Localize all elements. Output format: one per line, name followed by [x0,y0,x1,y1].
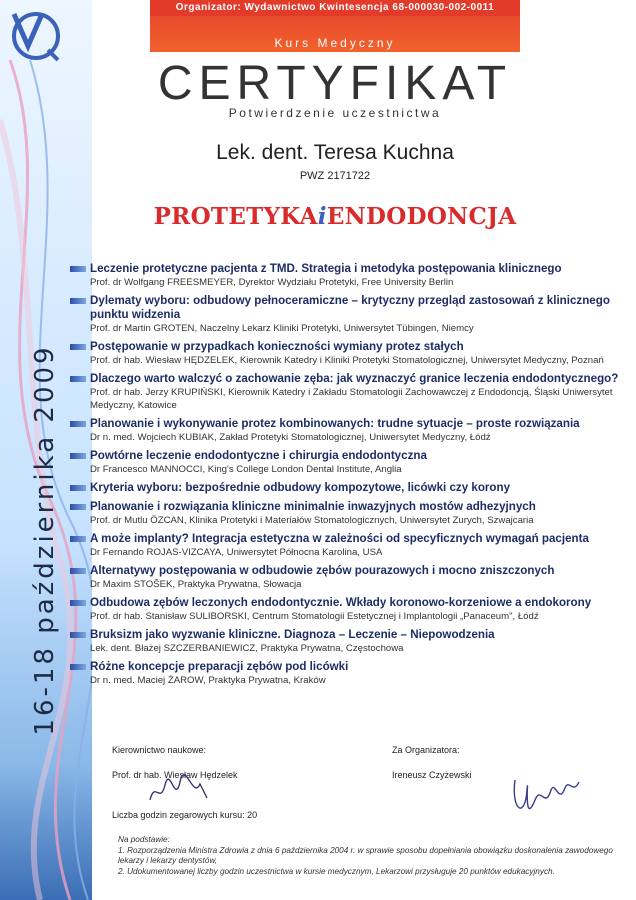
topic-title: Alternatywy postępowania w odbudowie zębów pourazowych i mocno zniszczonych [90,564,555,577]
bullet-icon [70,632,86,638]
recipient-pwz: PWZ 2171722 [299,170,371,182]
list-item [70,481,630,495]
topic-speaker: Prof. dr hab. Stanisław SULIBORSKI, Centrum Stomatologii Estetycznej i Implantologii „Panaceum", Łódź [90,611,539,622]
organizer-bar: Organizator: Wydawnictwo Kwintesencja 68-000030-002-0011 [150,0,520,16]
list-item [70,596,630,623]
bullet-icon [70,600,86,606]
bullet-icon [70,453,86,459]
signature-scientific [145,770,215,810]
list-item [70,500,630,527]
recipient-name: Lek. dent. Teresa Kuchna [216,141,454,164]
bullet-icon [70,344,86,350]
vq-logo [4,6,64,66]
bullet-icon [70,536,86,542]
bullet-icon [70,376,86,382]
organizer-label: Za Organizatora: [392,745,460,755]
list-item [70,532,630,559]
footnote [118,835,618,877]
footnote-1: 1. Rozporządzenia Ministra Zdrowia z dnia 6 października 2004 r. w sprawie sposobu dopełniania obowiązku doskonalenia zawodowego lekarzy i lekarzy dentystów, [118,845,613,865]
certificate-subtitle: Potwierdzenie uczestnictwa [228,106,442,120]
event-date-vertical: 16-18 października 2009 [30,344,60,736]
topic-speaker: Prof. dr Martin GROTEN, Naczelny Lekarz Kliniki Protetyki, Uniwersytet Tübingen, Niemcy [90,323,474,334]
topic-speaker: Dr Fernando ROJAS-VIZCAYA, Uniwersytet Północna Karolina, USA [90,547,383,558]
bullet-icon [70,298,86,304]
topic-speaker: Dr n. med. Wojciech KUBIAK, Zakład Protetyki Stomatologicznej, Uniwersytet Medyczny, Łódź [90,432,491,443]
topic-speaker: Prof. dr Wolfgang FREESMEYER, Dyrektor Wydziału Protetyki, Free University Berlin [90,277,454,288]
bullet-icon [70,504,86,510]
scientific-name: Prof. dr hab. Wiesław Hędzelek [112,770,238,780]
scientific-label: Kierownictwo naukowe: [112,745,207,755]
course-name [150,203,520,230]
topic-title: Dlaczego warto walczyć o zachowanie zęba: jak wyznaczyć granice leczenia endodontycznego? [90,372,619,385]
list-item [70,372,630,412]
list-item [70,660,630,687]
course-name-connector: i [317,203,327,230]
course-hours: Liczba godzin zegarowych kursu: 20 [112,810,258,820]
topic-title: Planowanie i rozwiązania kliniczne minimalnie inwazyjnych mostów adhezyjnych [90,500,536,513]
list-item [70,417,630,444]
topic-speaker: Prof. dr Mutlu ÖZCAN, Klinika Protetyki i Materiałów Stomatologicznych, Uniwersytet Zurych, Szwajcaria [90,515,534,526]
topic-title: Leczenie protetyczne pacjenta z TMD. Strategia i metodyka postępowania klinicznego [90,262,562,275]
list-item [70,449,630,476]
list-item [70,340,630,367]
course-name-part2: ENDODONCJA [326,203,517,230]
bullet-icon [70,485,86,491]
bullet-icon [70,266,86,272]
topic-speaker: Dr n. med. Maciej ŻAROW, Praktyka Prywatna, Kraków [90,675,326,686]
topic-title: Powtórne leczenie endodontyczne i chirurgia endodontyczna [90,449,427,462]
list-item [70,294,630,335]
bullet-icon [70,568,86,574]
topic-list [70,262,630,692]
list-item [70,564,630,591]
list-item [70,628,630,655]
bullet-icon [70,421,86,427]
topic-speaker: Prof. dr hab. Wiesław HĘDZELEK, Kierownik Katedry i Kliniki Protetyki Stomatologicznej, Uniwersytet Medyczny, Poznań [90,355,604,366]
topic-speaker: Prof. dr hab. Jerzy KRUPIŃSKI, Kierownik Katedry i Zakładu Stomatologii Zachowawczej z Endodoncją, Śląski Uniwersytet Medyczny, Katowice [90,387,613,411]
topic-speaker: Lek. dent. Błażej SZCZERBANIEWICZ, Praktyka Prywatna, Częstochowa [90,643,404,654]
bullet-icon [70,664,86,670]
topic-title: Planowanie i wykonywanie protez kombinowanych: trudne sytuacje – proste rozwiązania [90,417,580,430]
topic-title: Odbudowa zębów leczonych endodontycznie. Wkłady koronowo-korzeniowe a endokorony [90,596,592,609]
course-type-label: Kurs Medyczny [274,36,396,50]
course-name-part1: PROTETYKA [153,203,318,230]
topic-title: Dylematy wyboru: odbudowy pełnoceramiczne – krytyczny przegląd zastosowań z klinicznego punktu widzenia [90,294,610,321]
organizer-name: Ireneusz Czyżewski [392,770,472,780]
footnote-2: 2. Udokumentowanej liczby godzin uczestnictwa w kursie medycznym, Lekarzowi przysługuje 20 punktów edukacyjnych. [118,866,555,876]
topic-title: Postępowanie w przypadkach konieczności wymiany protez stałych [90,340,464,353]
topic-title: A może implanty? Integracja estetyczna w zależności od specyficznych wymagań pacjenta [90,532,589,545]
signature-organizer [505,760,585,840]
list-item [70,262,630,289]
topic-title: Bruksizm jako wyzwanie kliniczne. Diagnoza – Leczenie – Niepowodzenia [90,628,495,641]
certificate-title: CERTYFIKAT [157,57,513,110]
topic-speaker: Dr Maxim STOŠEK, Praktyka Prywatna, Słowacja [90,579,302,590]
basis-label: Na podstawie: [118,835,170,844]
topic-title: Różne koncepcje preparacji zębów pod licówki [90,660,349,673]
topic-speaker: Dr Francesco MANNOCCI, King's College London Dental Institute, Anglia [90,464,402,475]
topic-title: Kryteria wyboru: bezpośrednie odbudowy kompozytowe, licówki czy korony [90,481,511,494]
